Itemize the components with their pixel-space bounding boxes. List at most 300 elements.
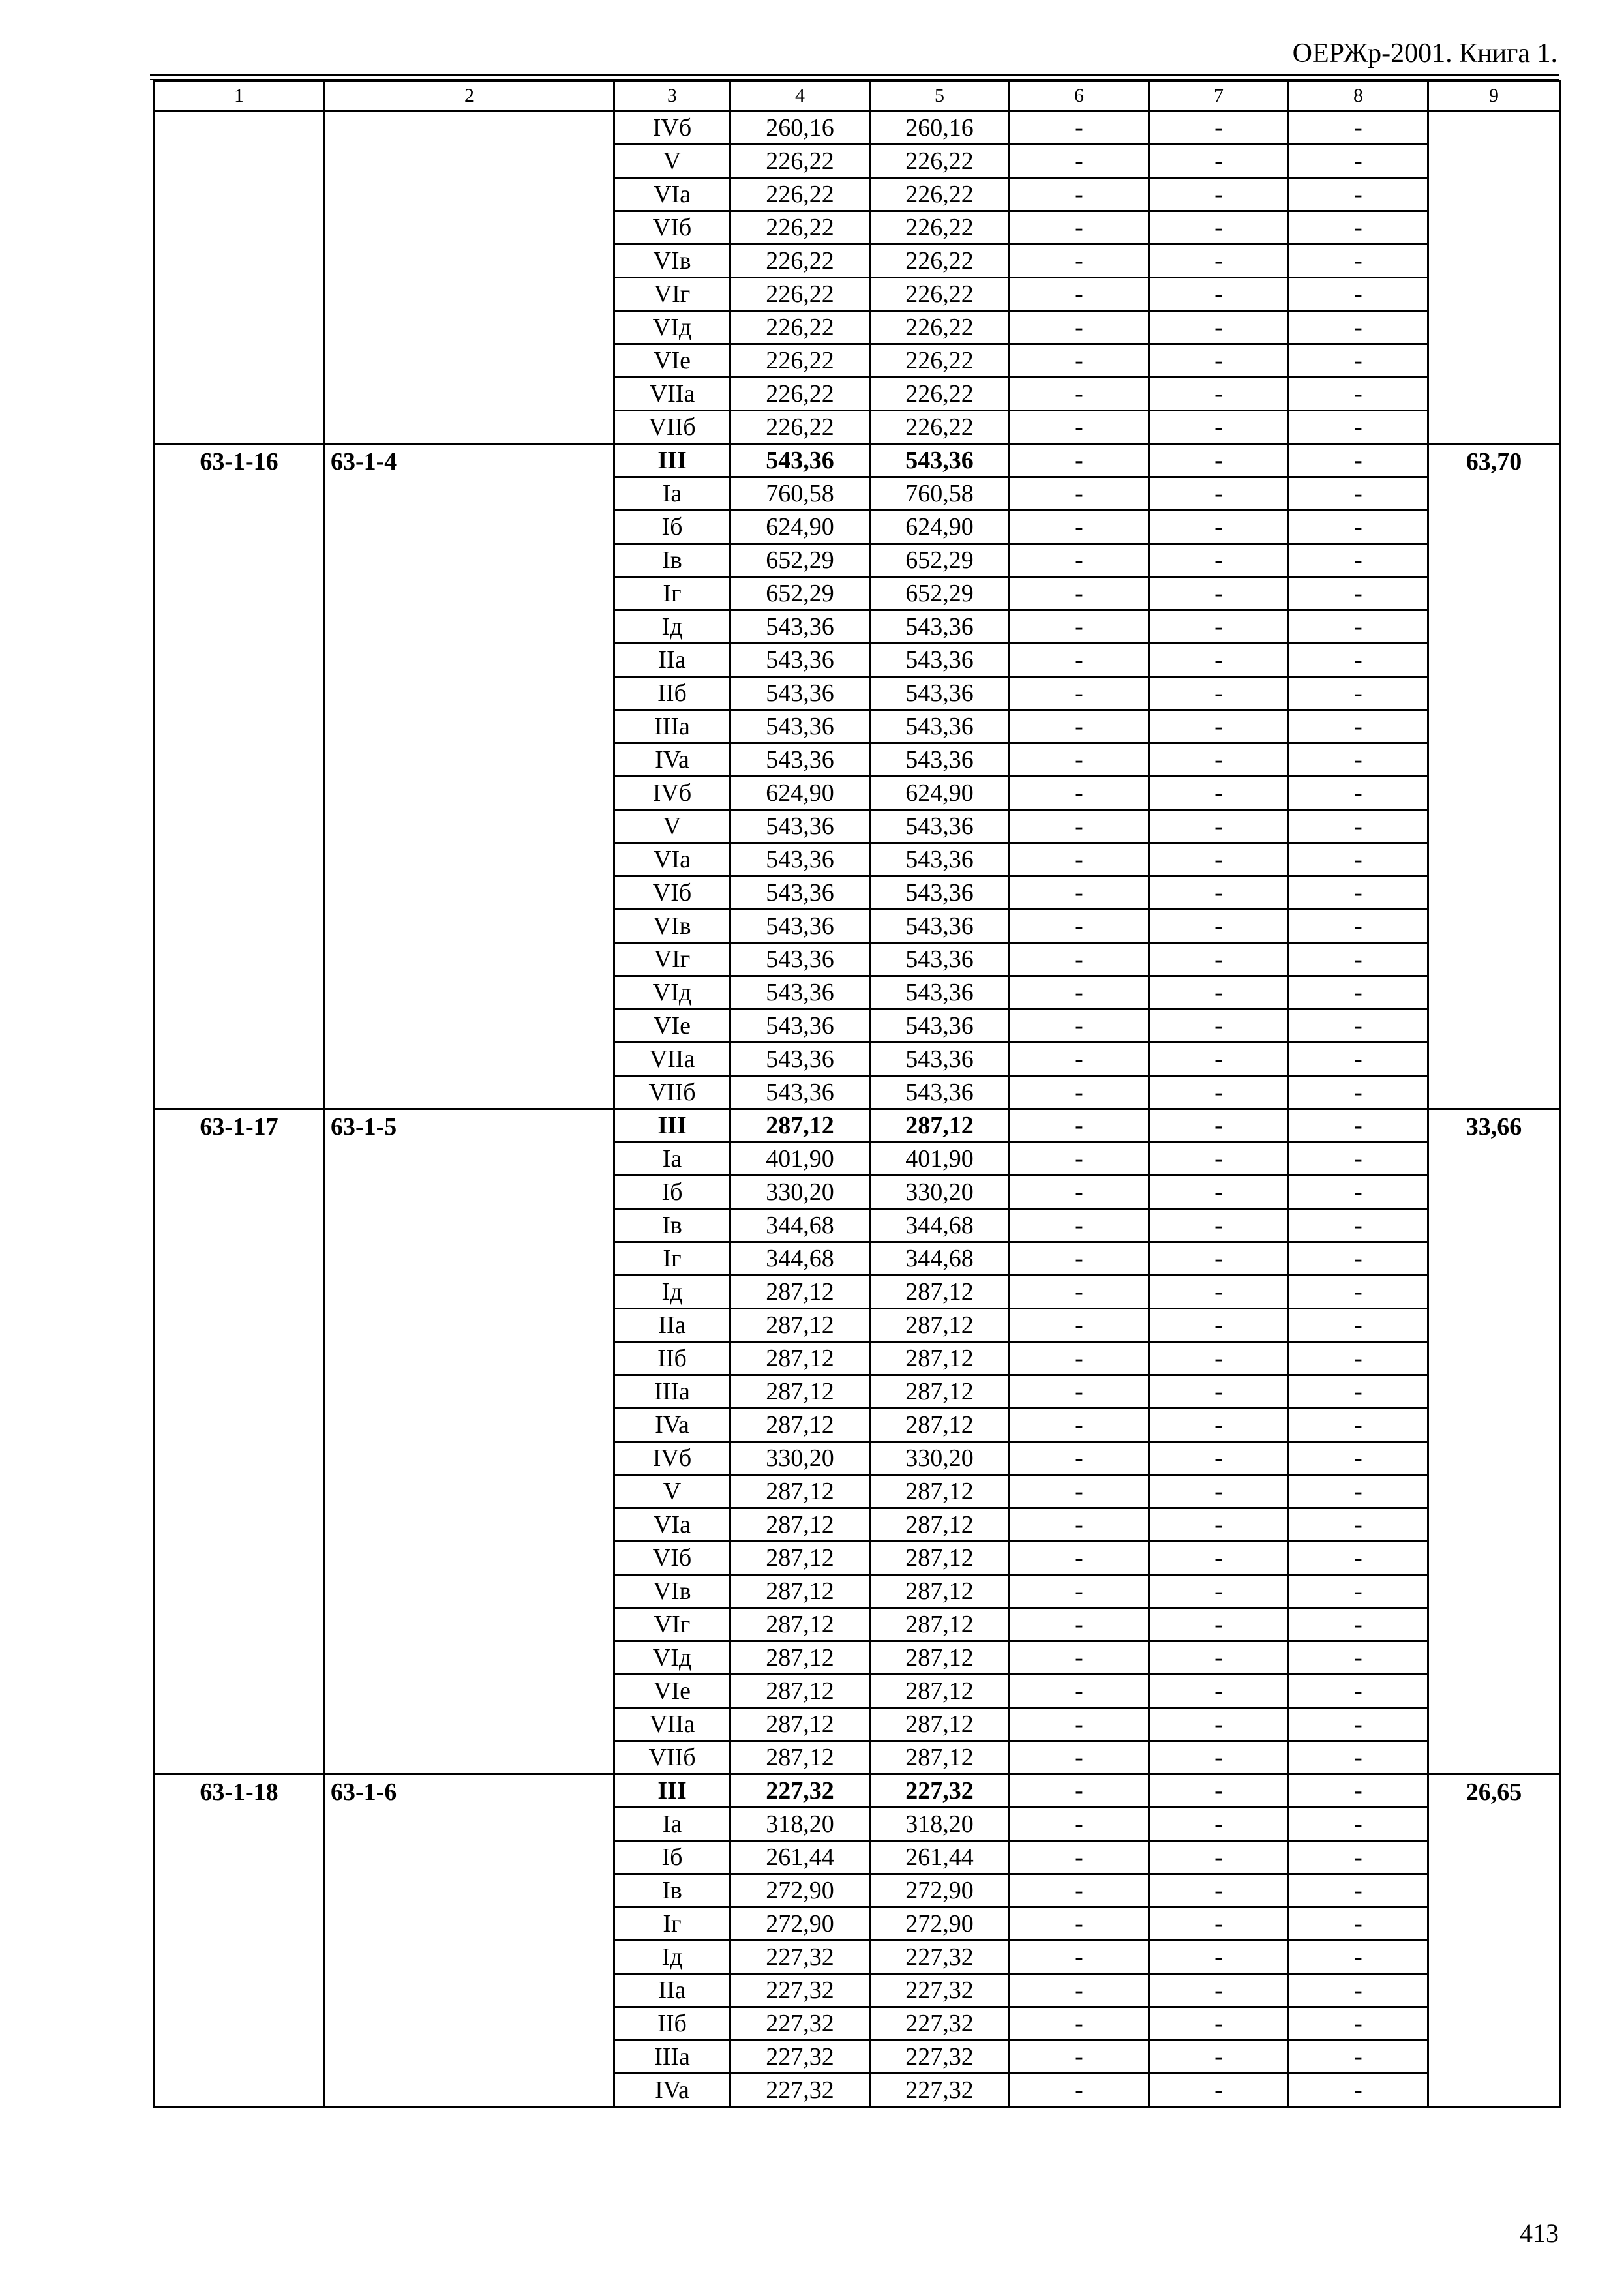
value-cell-col7: - <box>1149 178 1289 211</box>
value-cell-col8: - <box>1289 1342 1428 1375</box>
value-cell-col6: - <box>1010 943 1149 976</box>
zone-cell: VIa <box>614 843 730 876</box>
zone-cell: VIг <box>614 1608 730 1641</box>
item-reference-cell <box>325 112 614 444</box>
value-cell-col6: - <box>1010 1508 1149 1542</box>
value-cell-col6: - <box>1010 1076 1149 1109</box>
value-cell-col5: 330,20 <box>870 1176 1010 1209</box>
value-cell-col6: - <box>1010 577 1149 610</box>
value-cell-col4: 287,12 <box>730 1508 870 1542</box>
value-cell-col8: - <box>1289 2074 1428 2107</box>
zone-cell: IIб <box>614 677 730 710</box>
value-cell-col6: - <box>1010 710 1149 743</box>
zone-cell: IIa <box>614 1309 730 1342</box>
zone-cell: VIд <box>614 1641 730 1675</box>
value-cell-col4: 287,12 <box>730 1741 870 1774</box>
value-cell-col5: 227,32 <box>870 2007 1010 2041</box>
value-cell-col5: 543,36 <box>870 810 1010 843</box>
value-cell-col7: - <box>1149 378 1289 411</box>
value-cell-col6: - <box>1010 1342 1149 1375</box>
value-cell-col6: - <box>1010 1641 1149 1675</box>
table-row <box>154 444 1560 477</box>
value-cell-col4: 272,90 <box>730 1874 870 1908</box>
value-cell-col7: - <box>1149 1508 1289 1542</box>
value-cell-col8: - <box>1289 710 1428 743</box>
zone-cell: Ia <box>614 1143 730 1176</box>
value-cell-col5: 543,36 <box>870 843 1010 876</box>
value-cell-col7: - <box>1149 411 1289 444</box>
zone-cell: III <box>614 1109 730 1143</box>
value-cell-col6: - <box>1010 1309 1149 1342</box>
value-cell-col6: - <box>1010 1741 1149 1774</box>
value-cell-col8: - <box>1289 577 1428 610</box>
value-cell-col8: - <box>1289 1708 1428 1741</box>
value-cell-col5: 227,32 <box>870 1774 1010 1808</box>
zone-cell: IIa <box>614 644 730 677</box>
value-cell-col4: 543,36 <box>730 876 870 910</box>
value-cell-col5: 287,12 <box>870 1575 1010 1608</box>
value-cell-col7: - <box>1149 1309 1289 1342</box>
value-cell-col4: 226,22 <box>730 278 870 311</box>
value-cell-col6: - <box>1010 444 1149 477</box>
value-cell-col8: - <box>1289 1475 1428 1508</box>
value-cell-col7: - <box>1149 1808 1289 1841</box>
zone-cell: VIв <box>614 910 730 943</box>
value-cell-col4: 226,22 <box>730 145 870 178</box>
value-cell-col5: 227,32 <box>870 1974 1010 2007</box>
value-cell-col7: - <box>1149 910 1289 943</box>
zone-cell: VIд <box>614 311 730 344</box>
total-cell: 33,66 <box>1428 1109 1560 1774</box>
value-cell-col4: 543,36 <box>730 843 870 876</box>
value-cell-col6: - <box>1010 876 1149 910</box>
value-cell-col4: 543,36 <box>730 444 870 477</box>
value-cell-col4: 318,20 <box>730 1808 870 1841</box>
column-number: 4 <box>730 81 870 112</box>
value-cell-col4: 624,90 <box>730 777 870 810</box>
value-cell-col7: - <box>1149 2007 1289 2041</box>
value-cell-col6: - <box>1010 1808 1149 1841</box>
value-cell-col5: 543,36 <box>870 644 1010 677</box>
value-cell-col8: - <box>1289 1575 1428 1608</box>
zone-cell: VIa <box>614 178 730 211</box>
value-cell-col5: 287,12 <box>870 1309 1010 1342</box>
column-number: 1 <box>154 81 325 112</box>
value-cell-col6: - <box>1010 1276 1149 1309</box>
table-row <box>154 1109 1560 1143</box>
value-cell-col4: 344,68 <box>730 1209 870 1242</box>
table-body <box>154 81 1560 2107</box>
zone-cell: IVa <box>614 1409 730 1442</box>
zone-cell: III <box>614 1774 730 1808</box>
value-cell-col6: - <box>1010 1908 1149 1941</box>
column-number: 9 <box>1428 81 1560 112</box>
value-cell-col6: - <box>1010 843 1149 876</box>
value-cell-col8: - <box>1289 411 1428 444</box>
value-cell-col5: 760,58 <box>870 477 1010 511</box>
value-cell-col4: 226,22 <box>730 344 870 378</box>
value-cell-col4: 287,12 <box>730 1276 870 1309</box>
value-cell-col4: 287,12 <box>730 1475 870 1508</box>
zone-cell: VIв <box>614 1575 730 1608</box>
zone-cell: VIIб <box>614 1741 730 1774</box>
value-cell-col5: 287,12 <box>870 1708 1010 1741</box>
zone-cell: IIб <box>614 1342 730 1375</box>
zone-cell: VIa <box>614 1508 730 1542</box>
item-reference-cell: 63-1-5 <box>325 1109 614 1774</box>
value-cell-col6: - <box>1010 245 1149 278</box>
value-cell-col8: - <box>1289 976 1428 1010</box>
value-cell-col4: 226,22 <box>730 411 870 444</box>
value-cell-col4: 543,36 <box>730 810 870 843</box>
value-cell-col8: - <box>1289 644 1428 677</box>
value-cell-col6: - <box>1010 1242 1149 1276</box>
value-cell-col7: - <box>1149 677 1289 710</box>
value-cell-col5: 226,22 <box>870 378 1010 411</box>
value-cell-col7: - <box>1149 777 1289 810</box>
value-cell-col8: - <box>1289 610 1428 644</box>
value-cell-col8: - <box>1289 943 1428 976</box>
value-cell-col6: - <box>1010 378 1149 411</box>
value-cell-col8: - <box>1289 1874 1428 1908</box>
value-cell-col4: 344,68 <box>730 1242 870 1276</box>
value-cell-col4: 543,36 <box>730 910 870 943</box>
value-cell-col5: 543,36 <box>870 677 1010 710</box>
value-cell-col4: 226,22 <box>730 311 870 344</box>
value-cell-col7: - <box>1149 1841 1289 1874</box>
value-cell-col7: - <box>1149 2041 1289 2074</box>
value-cell-col6: - <box>1010 145 1149 178</box>
value-cell-col5: 287,12 <box>870 1508 1010 1542</box>
value-cell-col7: - <box>1149 2074 1289 2107</box>
value-cell-col6: - <box>1010 311 1149 344</box>
value-cell-col6: - <box>1010 677 1149 710</box>
value-cell-col8: - <box>1289 1508 1428 1542</box>
value-cell-col6: - <box>1010 1375 1149 1409</box>
value-cell-col8: - <box>1289 1276 1428 1309</box>
value-cell-col6: - <box>1010 1176 1149 1209</box>
value-cell-col7: - <box>1149 1708 1289 1741</box>
value-cell-col5: 287,12 <box>870 1542 1010 1575</box>
value-cell-col4: 543,36 <box>730 743 870 777</box>
value-cell-col6: - <box>1010 644 1149 677</box>
value-cell-col4: 330,20 <box>730 1442 870 1475</box>
value-cell-col4: 401,90 <box>730 1143 870 1176</box>
value-cell-col8: - <box>1289 1242 1428 1276</box>
value-cell-col4: 226,22 <box>730 378 870 411</box>
value-cell-col8: - <box>1289 1076 1428 1109</box>
value-cell-col7: - <box>1149 544 1289 577</box>
value-cell-col6: - <box>1010 178 1149 211</box>
zone-cell: VIд <box>614 976 730 1010</box>
zone-cell: Ia <box>614 477 730 511</box>
value-cell-col5: 287,12 <box>870 1475 1010 1508</box>
item-code-cell <box>154 112 325 444</box>
value-cell-col6: - <box>1010 1974 1149 2007</box>
value-cell-col7: - <box>1149 1409 1289 1442</box>
zone-cell: Iд <box>614 1941 730 1974</box>
zone-cell: VIб <box>614 1542 730 1575</box>
zone-cell: IVб <box>614 1442 730 1475</box>
value-cell-col4: 287,12 <box>730 1542 870 1575</box>
value-cell-col6: - <box>1010 1475 1149 1508</box>
value-cell-col8: - <box>1289 112 1428 145</box>
value-cell-col7: - <box>1149 1608 1289 1641</box>
value-cell-col6: - <box>1010 777 1149 810</box>
value-cell-col8: - <box>1289 1542 1428 1575</box>
value-cell-col4: 652,29 <box>730 577 870 610</box>
zone-cell: IVб <box>614 112 730 145</box>
value-cell-col8: - <box>1289 1841 1428 1874</box>
value-cell-col5: 226,22 <box>870 145 1010 178</box>
value-cell-col7: - <box>1149 810 1289 843</box>
value-cell-col5: 287,12 <box>870 1608 1010 1641</box>
value-cell-col7: - <box>1149 278 1289 311</box>
value-cell-col7: - <box>1149 1043 1289 1076</box>
value-cell-col7: - <box>1149 1342 1289 1375</box>
value-cell-col5: 226,22 <box>870 411 1010 444</box>
value-cell-col4: 543,36 <box>730 610 870 644</box>
value-cell-col7: - <box>1149 511 1289 544</box>
value-cell-col4: 330,20 <box>730 1176 870 1209</box>
value-cell-col7: - <box>1149 1575 1289 1608</box>
value-cell-col8: - <box>1289 1409 1428 1442</box>
value-cell-col6: - <box>1010 1941 1149 1974</box>
value-cell-col8: - <box>1289 1774 1428 1808</box>
value-cell-col8: - <box>1289 1143 1428 1176</box>
zone-cell: Iд <box>614 1276 730 1309</box>
value-cell-col7: - <box>1149 477 1289 511</box>
zone-cell: VIIa <box>614 378 730 411</box>
value-cell-col5: 543,36 <box>870 1010 1010 1043</box>
value-cell-col7: - <box>1149 943 1289 976</box>
item-code-cell: 63-1-16 <box>154 444 325 1109</box>
value-cell-col8: - <box>1289 910 1428 943</box>
value-cell-col7: - <box>1149 710 1289 743</box>
value-cell-col4: 287,12 <box>730 1309 870 1342</box>
value-cell-col8: - <box>1289 211 1428 245</box>
value-cell-col5: 543,36 <box>870 743 1010 777</box>
zone-cell: V <box>614 810 730 843</box>
value-cell-col7: - <box>1149 1442 1289 1475</box>
value-cell-col5: 287,12 <box>870 1276 1010 1309</box>
value-cell-col5: 652,29 <box>870 544 1010 577</box>
value-cell-col7: - <box>1149 1874 1289 1908</box>
item-code-cell: 63-1-18 <box>154 1774 325 2107</box>
value-cell-col7: - <box>1149 644 1289 677</box>
value-cell-col5: 543,36 <box>870 910 1010 943</box>
value-cell-col8: - <box>1289 1176 1428 1209</box>
value-cell-col8: - <box>1289 1010 1428 1043</box>
value-cell-col8: - <box>1289 1109 1428 1143</box>
value-cell-col4: 287,12 <box>730 1409 870 1442</box>
value-cell-col5: 543,36 <box>870 976 1010 1010</box>
value-cell-col8: - <box>1289 444 1428 477</box>
value-cell-col5: 227,32 <box>870 1941 1010 1974</box>
zone-cell: IIa <box>614 1974 730 2007</box>
value-cell-col6: - <box>1010 810 1149 843</box>
value-cell-col7: - <box>1149 976 1289 1010</box>
value-cell-col5: 227,32 <box>870 2041 1010 2074</box>
zone-cell: IVa <box>614 2074 730 2107</box>
value-cell-col6: - <box>1010 2007 1149 2041</box>
zone-cell: Iв <box>614 544 730 577</box>
value-cell-col5: 226,22 <box>870 311 1010 344</box>
zone-cell: VIб <box>614 211 730 245</box>
value-cell-col8: - <box>1289 1209 1428 1242</box>
value-cell-col4: 287,12 <box>730 1575 870 1608</box>
value-cell-col8: - <box>1289 1641 1428 1675</box>
value-cell-col5: 261,44 <box>870 1841 1010 1874</box>
table-row <box>154 1774 1560 1808</box>
zone-cell: VIe <box>614 344 730 378</box>
value-cell-col5: 287,12 <box>870 1342 1010 1375</box>
value-cell-col7: - <box>1149 444 1289 477</box>
value-cell-col4: 624,90 <box>730 511 870 544</box>
value-cell-col5: 401,90 <box>870 1143 1010 1176</box>
value-cell-col7: - <box>1149 245 1289 278</box>
value-cell-col6: - <box>1010 1708 1149 1741</box>
value-cell-col8: - <box>1289 1941 1428 1974</box>
value-cell-col7: - <box>1149 1908 1289 1941</box>
value-cell-col4: 760,58 <box>730 477 870 511</box>
value-cell-col4: 287,12 <box>730 1675 870 1708</box>
column-number-row <box>154 81 1560 112</box>
value-cell-col8: - <box>1289 743 1428 777</box>
column-number: 8 <box>1289 81 1428 112</box>
value-cell-col8: - <box>1289 178 1428 211</box>
value-cell-col8: - <box>1289 544 1428 577</box>
page-number: 413 <box>1520 2219 1559 2248</box>
zone-cell: IIб <box>614 2007 730 2041</box>
value-cell-col7: - <box>1149 1941 1289 1974</box>
value-cell-col6: - <box>1010 1442 1149 1475</box>
zone-cell: Iб <box>614 1841 730 1874</box>
value-cell-col4: 287,12 <box>730 1375 870 1409</box>
value-cell-col5: 652,29 <box>870 577 1010 610</box>
value-cell-col6: - <box>1010 610 1149 644</box>
value-cell-col8: - <box>1289 477 1428 511</box>
zone-cell: IIIa <box>614 2041 730 2074</box>
value-cell-col4: 543,36 <box>730 710 870 743</box>
value-cell-col5: 543,36 <box>870 444 1010 477</box>
zone-cell: VIв <box>614 245 730 278</box>
value-cell-col4: 543,36 <box>730 677 870 710</box>
value-cell-col5: 624,90 <box>870 511 1010 544</box>
value-cell-col4: 543,36 <box>730 644 870 677</box>
item-reference-cell: 63-1-6 <box>325 1774 614 2107</box>
value-cell-col6: - <box>1010 344 1149 378</box>
value-cell-col7: - <box>1149 1209 1289 1242</box>
value-cell-col7: - <box>1149 1076 1289 1109</box>
value-cell-col7: - <box>1149 1974 1289 2007</box>
zone-cell: VIIa <box>614 1043 730 1076</box>
value-cell-col4: 272,90 <box>730 1908 870 1941</box>
value-cell-col5: 318,20 <box>870 1808 1010 1841</box>
value-cell-col6: - <box>1010 1774 1149 1808</box>
value-cell-col5: 226,22 <box>870 278 1010 311</box>
value-cell-col7: - <box>1149 1375 1289 1409</box>
value-cell-col7: - <box>1149 211 1289 245</box>
value-cell-col5: 543,36 <box>870 710 1010 743</box>
zone-cell: Iг <box>614 577 730 610</box>
value-cell-col4: 287,12 <box>730 1708 870 1741</box>
value-cell-col6: - <box>1010 743 1149 777</box>
value-cell-col6: - <box>1010 411 1149 444</box>
value-cell-col5: 272,90 <box>870 1908 1010 1941</box>
page-header-title: ОЕРЖр-2001. Книга 1. <box>1292 38 1557 68</box>
value-cell-col6: - <box>1010 544 1149 577</box>
value-cell-col8: - <box>1289 1741 1428 1774</box>
zone-cell: VIг <box>614 278 730 311</box>
value-cell-col7: - <box>1149 1010 1289 1043</box>
column-number: 7 <box>1149 81 1289 112</box>
value-cell-col7: - <box>1149 1641 1289 1675</box>
zone-cell: VIг <box>614 943 730 976</box>
value-cell-col8: - <box>1289 1675 1428 1708</box>
value-cell-col8: - <box>1289 245 1428 278</box>
value-cell-col8: - <box>1289 1309 1428 1342</box>
value-cell-col5: 226,22 <box>870 211 1010 245</box>
column-number: 5 <box>870 81 1010 112</box>
value-cell-col6: - <box>1010 1143 1149 1176</box>
value-cell-col6: - <box>1010 1209 1149 1242</box>
zone-cell: VIe <box>614 1010 730 1043</box>
value-cell-col5: 543,36 <box>870 876 1010 910</box>
value-cell-col4: 227,32 <box>730 2041 870 2074</box>
value-cell-col8: - <box>1289 810 1428 843</box>
value-cell-col4: 226,22 <box>730 211 870 245</box>
zone-cell: VIб <box>614 876 730 910</box>
value-cell-col8: - <box>1289 145 1428 178</box>
value-cell-col7: - <box>1149 577 1289 610</box>
value-cell-col6: - <box>1010 1841 1149 1874</box>
value-cell-col8: - <box>1289 1808 1428 1841</box>
zone-cell: III <box>614 444 730 477</box>
value-cell-col7: - <box>1149 1741 1289 1774</box>
zone-cell: VIIa <box>614 1708 730 1741</box>
column-number: 2 <box>325 81 614 112</box>
zone-cell: VIIб <box>614 1076 730 1109</box>
value-cell-col8: - <box>1289 1608 1428 1641</box>
value-cell-col6: - <box>1010 1608 1149 1641</box>
value-cell-col6: - <box>1010 278 1149 311</box>
zone-cell: IIIa <box>614 1375 730 1409</box>
value-cell-col4: 543,36 <box>730 943 870 976</box>
value-cell-col6: - <box>1010 2041 1149 2074</box>
value-cell-col7: - <box>1149 1176 1289 1209</box>
total-cell: 26,65 <box>1428 1774 1560 2107</box>
value-cell-col4: 227,32 <box>730 1941 870 1974</box>
zone-cell: Ia <box>614 1808 730 1841</box>
value-cell-col8: - <box>1289 876 1428 910</box>
value-cell-col4: 287,12 <box>730 1641 870 1675</box>
value-cell-col8: - <box>1289 344 1428 378</box>
zone-cell: Iг <box>614 1242 730 1276</box>
zone-cell: Iб <box>614 511 730 544</box>
value-cell-col6: - <box>1010 1575 1149 1608</box>
value-cell-col4: 227,32 <box>730 2007 870 2041</box>
value-cell-col7: - <box>1149 344 1289 378</box>
value-cell-col4: 543,36 <box>730 1076 870 1109</box>
zone-cell: VIe <box>614 1675 730 1708</box>
value-cell-col7: - <box>1149 1675 1289 1708</box>
value-cell-col4: 261,44 <box>730 1841 870 1874</box>
value-cell-col8: - <box>1289 677 1428 710</box>
item-reference-cell: 63-1-4 <box>325 444 614 1109</box>
column-number: 6 <box>1010 81 1149 112</box>
value-cell-col8: - <box>1289 2007 1428 2041</box>
